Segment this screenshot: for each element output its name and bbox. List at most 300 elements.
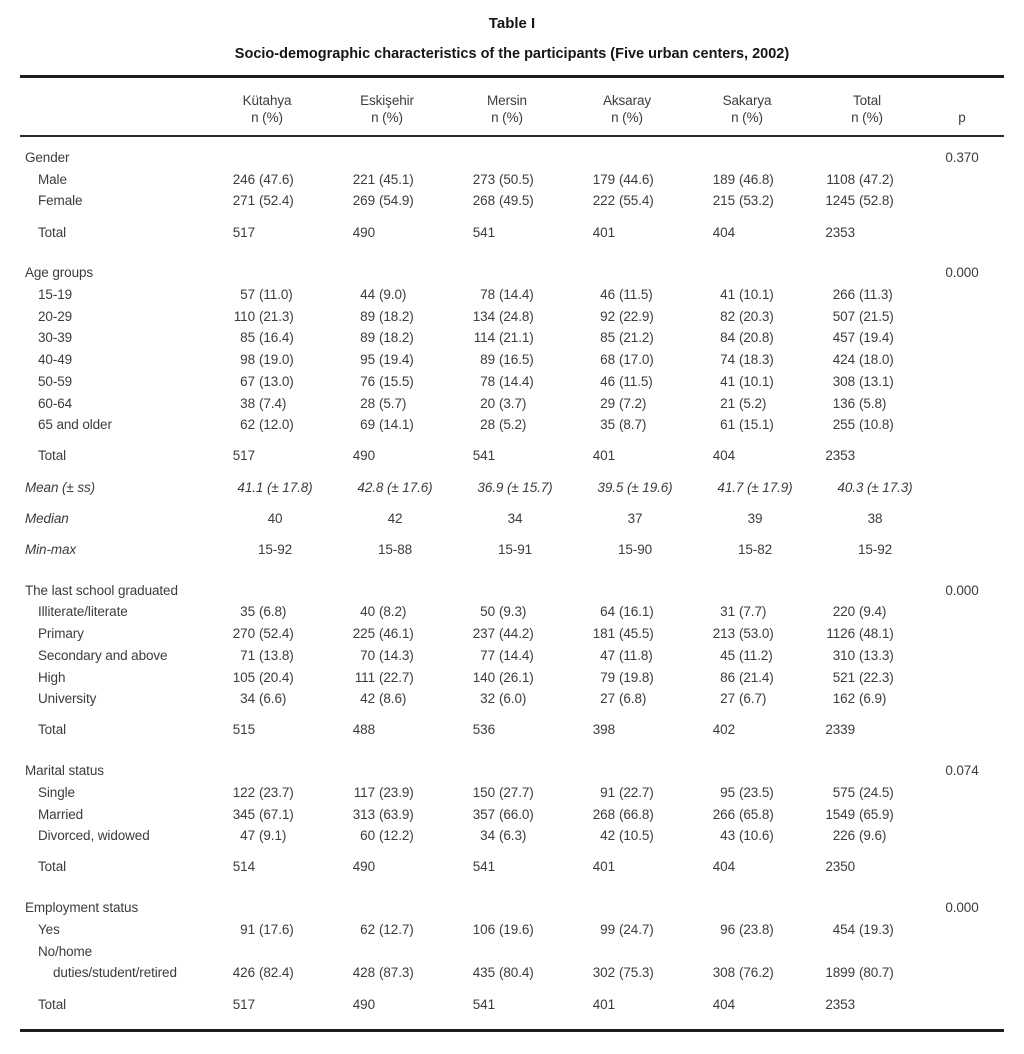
- cell-percent: [495, 994, 499, 1016]
- cell-count: 404: [712, 859, 735, 875]
- cell-percent: (13.3): [859, 647, 894, 663]
- cell-count: 70: [360, 647, 375, 663]
- column-name: Sakarya: [722, 93, 772, 108]
- data-cell: [567, 222, 687, 244]
- data-cell: [567, 601, 687, 623]
- table-row-married: [0, 804, 1024, 826]
- cell-percent: (14.4): [499, 647, 534, 663]
- data-cell: [687, 645, 807, 667]
- table-row-20-29: [0, 306, 1024, 328]
- cell-percent: (11.8): [619, 647, 653, 663]
- data-cell: [327, 825, 447, 847]
- cell-percent: [375, 994, 379, 1016]
- cell-count: 140: [472, 669, 495, 685]
- cell-count: 96: [720, 921, 735, 937]
- cell-count: 2353: [825, 996, 855, 1012]
- data-cell: [687, 371, 807, 393]
- cell-percent: (14.4): [499, 287, 534, 303]
- cell-percent: (44.6): [619, 171, 654, 187]
- data-cell: [807, 623, 927, 645]
- cell-percent: (75.3): [619, 965, 654, 981]
- cell-count: 213: [712, 626, 735, 642]
- data-cell: [447, 349, 567, 371]
- cell-count: 424: [832, 352, 855, 368]
- cell-percent: (87.3): [379, 965, 414, 981]
- cell-percent: (10.1): [739, 287, 774, 303]
- table-row-15-19: [0, 284, 1024, 306]
- cell-count: 541: [472, 859, 495, 875]
- data-cell: [687, 393, 807, 415]
- cell-percent: (10.6): [739, 828, 774, 844]
- cell-count: 57: [240, 287, 255, 303]
- cell-percent: (23.8): [739, 921, 774, 937]
- cell-percent: (80.7): [859, 965, 894, 981]
- data-cell: [567, 284, 687, 306]
- data-cell: [567, 371, 687, 393]
- cell-count: 435: [472, 965, 495, 981]
- row-label: [25, 941, 207, 984]
- data-cell: 15-82: [737, 542, 773, 558]
- cell-percent: (14.3): [379, 647, 414, 663]
- table-row-university: [0, 688, 1024, 710]
- data-cell: 15-91: [497, 542, 533, 558]
- data-cell: [207, 856, 327, 878]
- section-label: Age groups: [25, 265, 94, 281]
- row-label: 40-49: [38, 352, 73, 368]
- cell-count: 273: [472, 171, 495, 187]
- cell-count: 92: [600, 308, 615, 324]
- cell-percent: [495, 222, 499, 244]
- cell-count: 47: [240, 828, 255, 844]
- cell-percent: [855, 445, 859, 467]
- section-header-row: [0, 897, 1024, 919]
- data-cell: [207, 327, 327, 349]
- table-row-female: [0, 190, 1024, 212]
- data-cell: [687, 782, 807, 804]
- cell-percent: (63.9): [379, 806, 414, 822]
- cell-count: 76: [360, 373, 375, 389]
- cell-percent: (12.7): [379, 921, 414, 937]
- cell-count: 215: [712, 193, 735, 209]
- cell-count: 1549: [825, 806, 855, 822]
- data-cell: [687, 414, 807, 436]
- cell-percent: (8.7): [619, 417, 647, 433]
- cell-percent: (16.4): [259, 330, 294, 346]
- cell-percent: [255, 994, 259, 1016]
- data-cell: 15-90: [617, 542, 653, 558]
- column-subheader: n (%): [491, 110, 523, 125]
- data-cell: [567, 919, 687, 941]
- table-row-yes: [0, 919, 1024, 941]
- row-label: Total: [38, 224, 67, 240]
- column-subheader: n (%): [611, 110, 643, 125]
- row-label: Total: [38, 996, 67, 1012]
- data-cell: [687, 306, 807, 328]
- cell-percent: (5.8): [859, 395, 887, 411]
- cell-percent: (53.2): [739, 193, 774, 209]
- row-label: Secondary and above: [38, 647, 168, 663]
- data-cell: [447, 667, 567, 689]
- cell-count: 122: [232, 784, 255, 800]
- cell-count: 490: [352, 448, 375, 464]
- data-cell: [447, 994, 567, 1016]
- cell-count: 221: [352, 171, 375, 187]
- cell-count: 98: [240, 352, 255, 368]
- column-name: Mersin: [487, 93, 527, 108]
- data-cell: [807, 169, 927, 191]
- data-cell: [687, 994, 807, 1016]
- section-label: Marital status: [25, 763, 104, 779]
- bottom-rule: [20, 1029, 1004, 1032]
- cell-percent: (20.4): [259, 669, 294, 685]
- cell-percent: (5.2): [739, 395, 767, 411]
- data-cell: [447, 719, 567, 741]
- cell-count: 35: [240, 604, 255, 620]
- cell-count: 41: [720, 287, 735, 303]
- cell-count: 40: [360, 604, 375, 620]
- cell-percent: (21.4): [739, 669, 774, 685]
- table-row-65-and-older: [0, 414, 1024, 436]
- cell-count: 268: [472, 193, 495, 209]
- data-cell: [807, 962, 927, 984]
- row-label: 60-64: [38, 395, 73, 411]
- cell-count: 27: [720, 691, 735, 707]
- row-label: Married: [38, 806, 84, 822]
- data-cell: [567, 719, 687, 741]
- data-cell: [807, 919, 927, 941]
- cell-count: 21: [720, 395, 735, 411]
- column-name: Kütahya: [242, 93, 292, 108]
- data-cell: [327, 645, 447, 667]
- cell-count: 64: [600, 604, 615, 620]
- data-cell: [687, 962, 807, 984]
- data-cell: [807, 804, 927, 826]
- data-cell: [807, 393, 927, 415]
- cell-count: 110: [233, 308, 255, 324]
- cell-percent: (12.2): [379, 828, 414, 844]
- data-cell: [567, 349, 687, 371]
- cell-count: 74: [720, 352, 735, 368]
- p-value: 0.000: [945, 582, 979, 598]
- cell-percent: [615, 994, 619, 1016]
- row-label: Yes: [38, 921, 60, 937]
- table-row-median: [0, 508, 1024, 530]
- table-row-total: [0, 994, 1024, 1016]
- cell-percent: (3.7): [499, 395, 527, 411]
- cell-count: 41: [720, 373, 735, 389]
- data-cell: 39.5 (± 19.6): [597, 479, 673, 495]
- cell-count: 162: [832, 691, 855, 707]
- cell-percent: (82.4): [259, 965, 294, 981]
- data-cell: [447, 327, 567, 349]
- cell-percent: (52.4): [259, 193, 294, 209]
- row-label: Min-max: [25, 542, 77, 558]
- cell-count: 31: [720, 604, 735, 620]
- cell-percent: (21.5): [859, 308, 894, 324]
- cell-count: 150: [472, 784, 495, 800]
- cell-percent: (23.9): [379, 784, 414, 800]
- row-label-column-spacer: [25, 87, 207, 126]
- cell-count: 136: [832, 395, 855, 411]
- data-cell: [807, 349, 927, 371]
- row-label: Primary: [38, 626, 84, 642]
- cell-percent: [735, 222, 739, 244]
- data-cell: [567, 623, 687, 645]
- cell-count: 1108: [826, 171, 855, 187]
- cell-count: 308: [712, 965, 735, 981]
- cell-count: 541: [472, 448, 495, 464]
- cell-percent: (5.2): [499, 417, 527, 433]
- section-age-groups: [0, 262, 1024, 560]
- section-marital-status: [0, 760, 1024, 878]
- cell-percent: (18.2): [379, 308, 414, 324]
- data-cell: [807, 667, 927, 689]
- cell-count: 246: [232, 171, 255, 187]
- data-cell: [327, 719, 447, 741]
- cell-count: 517: [232, 224, 255, 240]
- data-cell: 42.8 (± 17.6): [357, 479, 433, 495]
- data-cell: 15-92: [257, 542, 293, 558]
- data-cell: [567, 688, 687, 710]
- cell-count: 490: [352, 224, 375, 240]
- cell-count: 308: [832, 373, 855, 389]
- cell-percent: [495, 719, 499, 741]
- cell-count: 2353: [825, 448, 855, 464]
- cell-count: 50: [480, 604, 495, 620]
- cell-count: 401: [592, 859, 615, 875]
- table-row-total: [0, 222, 1024, 244]
- cell-percent: (10.8): [859, 417, 894, 433]
- cell-count: 95: [360, 352, 375, 368]
- data-cell: [327, 169, 447, 191]
- cell-percent: (20.8): [739, 330, 774, 346]
- cell-percent: [615, 856, 619, 878]
- cell-count: 67: [240, 373, 255, 389]
- data-cell: 40.3 (± 17.3): [837, 479, 913, 495]
- data-cell: [447, 601, 567, 623]
- data-cell: [807, 856, 927, 878]
- table-row-total: [0, 445, 1024, 467]
- cell-count: 34: [240, 691, 255, 707]
- cell-count: 60: [360, 828, 375, 844]
- cell-count: 2339: [825, 722, 855, 738]
- cell-count: 179: [592, 171, 615, 187]
- cell-count: 266: [832, 287, 855, 303]
- cell-percent: (22.3): [859, 669, 894, 685]
- cell-percent: (9.4): [859, 604, 887, 620]
- data-cell: 40: [267, 510, 283, 526]
- cell-percent: (14.4): [499, 373, 534, 389]
- cell-count: 68: [600, 352, 615, 368]
- cell-count: 91: [240, 921, 255, 937]
- data-cell: [207, 601, 327, 623]
- cell-count: 220: [832, 604, 855, 620]
- cell-count: 20: [480, 395, 495, 411]
- column-name: Aksaray: [602, 93, 652, 108]
- cell-percent: (48.1): [859, 626, 894, 642]
- cell-percent: (46.1): [379, 626, 414, 642]
- data-cell: [207, 222, 327, 244]
- cell-count: 402: [712, 722, 735, 738]
- data-cell: [807, 371, 927, 393]
- cell-percent: (50.5): [499, 171, 534, 187]
- cell-count: 99: [600, 921, 615, 937]
- data-cell: [327, 667, 447, 689]
- cell-count: 271: [232, 193, 255, 209]
- data-cell: [567, 825, 687, 847]
- row-label: Single: [38, 784, 75, 800]
- cell-count: 84: [720, 330, 735, 346]
- data-cell: [687, 623, 807, 645]
- data-cell: [447, 688, 567, 710]
- cell-percent: (12.0): [259, 417, 294, 433]
- data-cell: [687, 804, 807, 826]
- cell-percent: (47.6): [259, 171, 294, 187]
- data-cell: [567, 393, 687, 415]
- cell-percent: (6.7): [739, 691, 767, 707]
- cell-percent: (18.2): [379, 330, 414, 346]
- cell-count: 35: [600, 417, 615, 433]
- data-cell: [807, 688, 927, 710]
- data-cell: [207, 782, 327, 804]
- cell-percent: [255, 222, 259, 244]
- data-cell: [207, 445, 327, 467]
- cell-percent: (20.3): [739, 308, 774, 324]
- cell-percent: (52.8): [859, 193, 894, 209]
- table-row-divorced-widowed: [0, 825, 1024, 847]
- cell-percent: (15.5): [379, 373, 414, 389]
- cell-count: 89: [480, 352, 495, 368]
- table-row-total: [0, 719, 1024, 741]
- row-label-line2: duties/student/retired: [53, 965, 177, 981]
- cell-percent: (21.2): [619, 330, 654, 346]
- data-cell: [807, 994, 927, 1016]
- cell-percent: (19.4): [859, 330, 894, 346]
- table-number-title: Table I: [488, 15, 536, 32]
- cell-percent: (11.5): [619, 373, 653, 389]
- row-label: Female: [38, 193, 83, 209]
- cell-count: 89: [360, 308, 375, 324]
- cell-percent: (14.1): [379, 417, 414, 433]
- data-cell: [687, 284, 807, 306]
- cell-count: 85: [240, 330, 255, 346]
- table-row-60-64: [0, 393, 1024, 415]
- cell-count: 79: [600, 669, 615, 685]
- cell-count: 310: [832, 647, 855, 663]
- column-subheader: n (%): [251, 110, 283, 125]
- column-subheader: n (%): [371, 110, 403, 125]
- cell-count: 82: [720, 308, 735, 324]
- data-cell: [447, 222, 567, 244]
- row-label: 50-59: [38, 373, 73, 389]
- data-cell: [327, 994, 447, 1016]
- cell-percent: (13.1): [859, 373, 894, 389]
- data-cell: [687, 719, 807, 741]
- cell-count: 61: [720, 417, 735, 433]
- table-row-50-59: [0, 371, 1024, 393]
- data-cell: 15-88: [377, 542, 413, 558]
- cell-percent: (65.9): [859, 806, 894, 822]
- cell-percent: (7.4): [259, 395, 287, 411]
- data-cell: [207, 994, 327, 1016]
- cell-count: 398: [592, 722, 615, 738]
- data-cell: [327, 306, 447, 328]
- cell-count: 91: [600, 784, 615, 800]
- cell-count: 536: [472, 722, 495, 738]
- cell-count: 86: [720, 669, 735, 685]
- cell-percent: (9.3): [499, 604, 527, 620]
- data-cell: [567, 782, 687, 804]
- cell-count: 488: [352, 722, 375, 738]
- cell-count: 302: [592, 965, 615, 981]
- cell-percent: (5.7): [379, 395, 407, 411]
- data-cell: [687, 169, 807, 191]
- cell-count: 226: [832, 828, 855, 844]
- data-cell: [447, 393, 567, 415]
- data-cell: [567, 445, 687, 467]
- data-cell: [567, 414, 687, 436]
- data-cell: [327, 919, 447, 941]
- cell-percent: (6.9): [859, 691, 887, 707]
- data-cell: 41.7 (± 17.9): [717, 479, 793, 495]
- cell-percent: [375, 222, 379, 244]
- cell-count: 521: [832, 669, 855, 685]
- cell-percent: (49.5): [499, 193, 534, 209]
- data-cell: [687, 349, 807, 371]
- cell-count: 2353: [825, 224, 855, 240]
- data-cell: [447, 645, 567, 667]
- cell-percent: (6.6): [259, 691, 287, 707]
- cell-percent: (16.5): [499, 352, 534, 368]
- cell-percent: [735, 719, 739, 741]
- section-label: Gender: [25, 150, 70, 165]
- row-label: High: [38, 669, 66, 685]
- cell-percent: (24.8): [499, 308, 534, 324]
- row-label: Total: [38, 722, 67, 738]
- section-header-row: [0, 760, 1024, 782]
- data-cell: [327, 782, 447, 804]
- cell-count: 105: [232, 669, 255, 685]
- cell-count: 28: [360, 395, 375, 411]
- cell-percent: [735, 994, 739, 1016]
- cell-percent: (47.2): [859, 171, 894, 187]
- cell-percent: (67.1): [259, 806, 294, 822]
- data-cell: [327, 856, 447, 878]
- data-cell: [327, 414, 447, 436]
- cell-percent: (16.1): [619, 604, 654, 620]
- data-cell: 36.9 (± 15.7): [477, 479, 553, 495]
- cell-count: 134: [472, 308, 495, 324]
- data-cell: [207, 919, 327, 941]
- data-cell: 15-92: [857, 542, 893, 558]
- cell-count: 181: [592, 626, 615, 642]
- data-cell: [447, 414, 567, 436]
- data-cell: [807, 645, 927, 667]
- data-cell: [447, 371, 567, 393]
- cell-count: 255: [832, 417, 855, 433]
- cell-count: 541: [472, 224, 495, 240]
- data-cell: [447, 782, 567, 804]
- cell-percent: [375, 445, 379, 467]
- cell-percent: (9.0): [379, 287, 407, 303]
- cell-percent: (24.5): [859, 784, 894, 800]
- cell-percent: [855, 856, 859, 878]
- column-subheader: n (%): [851, 110, 883, 125]
- table-row-high: [0, 667, 1024, 689]
- p-value: 0.000: [945, 900, 979, 916]
- data-cell: [207, 825, 327, 847]
- data-cell: [687, 688, 807, 710]
